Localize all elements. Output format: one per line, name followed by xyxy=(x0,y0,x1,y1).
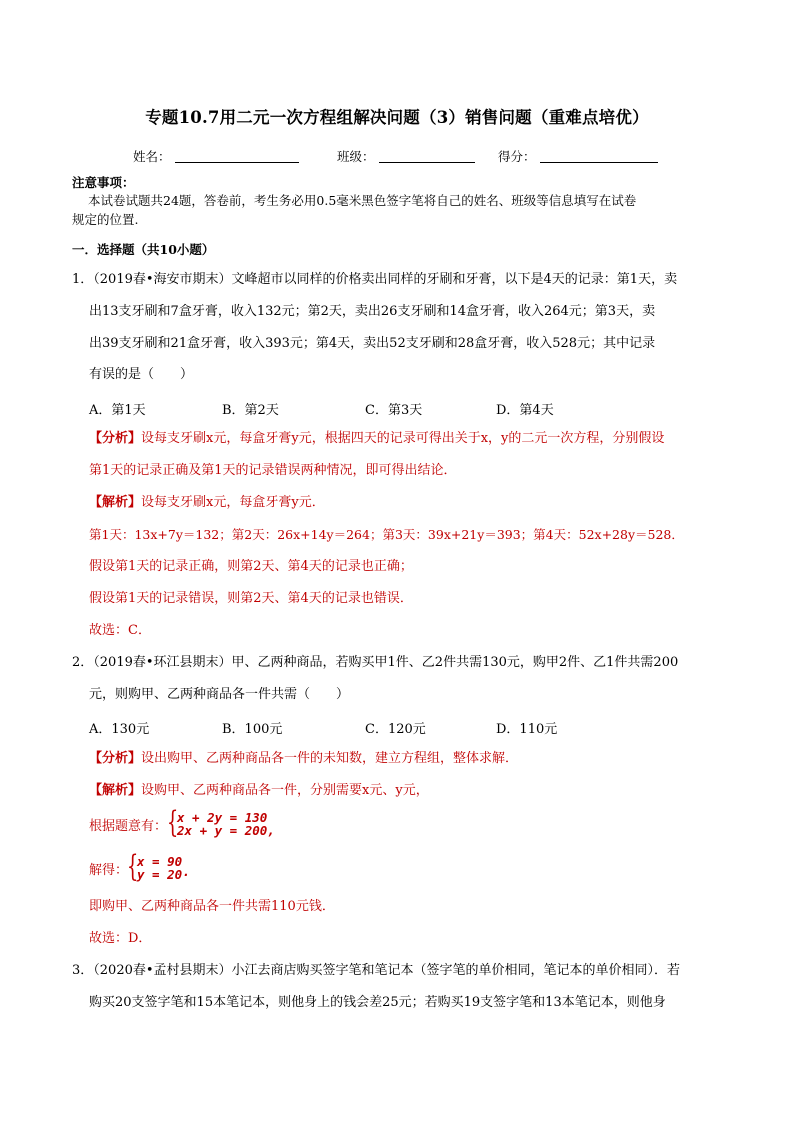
q2-solution-tag: 【解析】 xyxy=(89,783,142,798)
q2-line-2: 元，则购甲、乙两种商品各一件共需（ ） xyxy=(89,687,350,702)
q1-line-4: 有误的是（ ） xyxy=(89,367,194,382)
q1-option-a[interactable]: A．第1天 xyxy=(89,403,146,418)
q1-option-d[interactable]: D．第4天 xyxy=(496,403,554,418)
q2-solve-eq-1: x = 90 xyxy=(137,854,183,869)
q1-line-3: 出39支牙刷和21盒牙膏，收入393元；第4天，卖出52支牙刷和28盒牙膏，收入528元；其中记录 xyxy=(89,336,656,351)
q1-analysis-text-1: 设每支牙刷x元，每盒牙膏y元，根据四天的记录可得出关于x，y的二元一次方程，分别假设 xyxy=(141,431,665,446)
notice-heading: 注意事项： xyxy=(72,175,135,190)
q1-solution-line-1 xyxy=(89,494,325,512)
section-heading-choice: 一．选择题（共10小题） xyxy=(72,242,215,257)
name-field[interactable] xyxy=(133,147,299,165)
q2-analysis-line-1 xyxy=(89,750,518,768)
name-label: 姓名： xyxy=(133,149,171,164)
notice-line-2: 规定的位置. xyxy=(72,212,139,227)
score-field[interactable] xyxy=(498,147,658,165)
q2-system-brace: { xyxy=(166,805,179,840)
q2-answer: 故选：D． xyxy=(89,931,152,946)
q2-conclusion: 即购甲、乙两种商品各一件共需110元钱． xyxy=(89,899,335,914)
q3-line-1: 3．（2020春•孟村县期末）小江去商店购买签字笔和笔记本（签字笔的单价相同，笔记本的单价相同）．若 xyxy=(72,963,681,978)
score-label: 得分： xyxy=(498,149,536,164)
q1-option-b[interactable]: B．第2天 xyxy=(222,403,279,418)
class-field[interactable] xyxy=(337,147,475,165)
q2-option-a[interactable]: A．130元 xyxy=(89,722,150,737)
q2-solve-brace: { xyxy=(126,849,139,884)
q2-system-label: 根据题意有： xyxy=(89,819,168,834)
q2-line-1: 2．（2019春•环江县期末）甲、乙两种商品，若购买甲1件、乙2件共需130元，购甲2件、乙1件共需200 xyxy=(72,655,679,670)
q2-solution-line-1 xyxy=(89,782,429,800)
q1-solution-line-3: 假设第1天的记录正确，则第2天、第4天的记录也正确； xyxy=(89,559,413,574)
q2-solve-eq-2: y = 20· xyxy=(137,867,190,882)
q1-line-2: 出13支牙刷和7盒牙膏，收入132元；第2天，卖出26支牙刷和14盒牙膏，收入264元；第3天，卖 xyxy=(89,304,656,319)
q2-option-d[interactable]: D．110元 xyxy=(496,722,558,737)
class-blank[interactable] xyxy=(379,150,475,163)
q2-analysis-text-1: 设出购甲、乙两种商品各一件的未知数，建立方程组，整体求解． xyxy=(141,751,519,766)
q1-solution-line-2: 第1天：13x+7y＝132；第2天：26x+14y＝264；第3天：39x+21y＝393；第4天：52x+28y＝528． xyxy=(89,527,684,542)
q2-option-b[interactable]: B．100元 xyxy=(222,722,283,737)
q1-analysis-line-2: 第1天的记录正确及第1天的记录错误两种情况，即可得出结论． xyxy=(89,463,457,478)
q1-line-1: 1．（2019春•海安市期末）文峰超市以同样的价格卖出同样的牙刷和牙膏，以下是4天的记录：第1天，卖 xyxy=(72,272,678,287)
name-blank[interactable] xyxy=(175,150,299,163)
q2-option-c[interactable]: C．120元 xyxy=(365,722,426,737)
q1-analysis-tag: 【分析】 xyxy=(89,431,142,446)
page-title: 专题10.7用二元一次方程组解决问题（3）销售问题（重难点培优） xyxy=(145,108,649,127)
q2-solution-text-1: 设购甲、乙两种商品各一件，分别需要x元、y元， xyxy=(141,783,429,798)
score-blank[interactable] xyxy=(540,150,658,163)
q3-line-2: 购买20支签字笔和15本笔记本，则他身上的钱会差25元；若购买19支签字笔和13本笔记本，则他身 xyxy=(89,995,666,1010)
q1-solution-line-4: 假设第1天的记录错误，则第2天、第4天的记录也错误． xyxy=(89,591,413,606)
q1-solution-tag: 【解析】 xyxy=(89,495,142,510)
class-label: 班级： xyxy=(337,149,375,164)
q2-solve-label: 解得： xyxy=(89,863,129,878)
q1-analysis-line-1 xyxy=(89,430,664,448)
q2-system-eq-2: 2x + y = 200, xyxy=(177,823,275,838)
q2-system-eq-1: x + 2y = 130 xyxy=(177,810,268,825)
q2-analysis-tag: 【分析】 xyxy=(89,751,142,766)
q1-solution-text-1: 设每支牙刷x元，每盒牙膏y元． xyxy=(141,495,325,510)
q1-option-c[interactable]: C．第3天 xyxy=(365,403,423,418)
q1-answer: 故选：C． xyxy=(89,623,151,638)
notice-line-1: 本试卷试题共24题，答卷前，考生务必用0.5毫米黑色签字笔将自己的姓名、班级等信息填写在试卷 xyxy=(88,193,637,208)
